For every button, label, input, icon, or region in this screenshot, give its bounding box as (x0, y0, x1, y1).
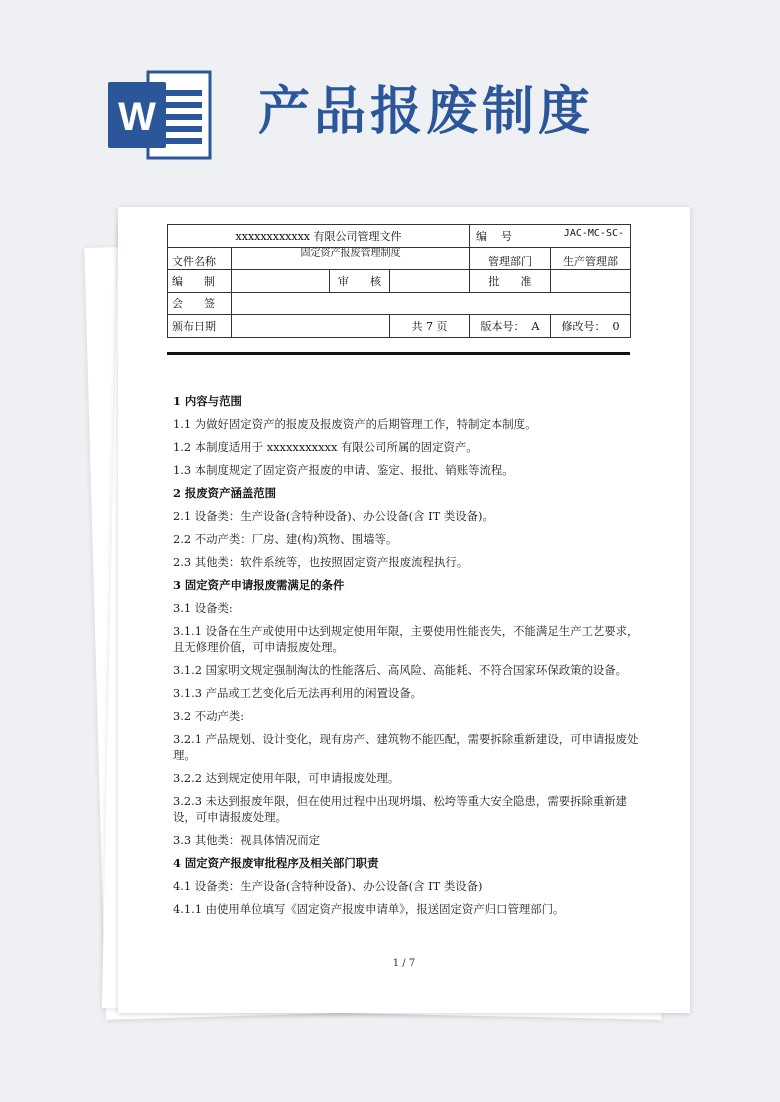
paragraph: 3.2.2 达到规定使用年限，可申请报废处理。 (173, 771, 400, 785)
number-label: 编 号 (476, 229, 513, 243)
issue-date-label: 颁布日期 (168, 315, 232, 338)
revision-number: 修改号： 0 (551, 315, 631, 338)
file-name-label: 文件名称 (168, 247, 232, 270)
approver-label: 批 准 (470, 270, 551, 293)
paragraph: 3.1 设备类: (173, 601, 233, 615)
document-page (118, 207, 690, 1013)
paragraph: 3.1.2 国家明文规定强制淘汰的性能落后、高风险、高能耗、不符合国家环保政策的设备。 (173, 663, 628, 677)
approver-value (551, 270, 631, 293)
paragraph: 1.3 本制度规定了固定资产报废的申请、鉴定、报批、销账等流程。 (173, 463, 514, 477)
paragraph: 2.2 不动产类：厂房、建(构)筑物、围墙等。 (173, 532, 398, 546)
word-logo-letter: W (118, 95, 156, 139)
paragraph: 3.2 不动产类: (173, 709, 245, 723)
document-body (173, 393, 643, 924)
doc-info-table (167, 224, 631, 338)
section-heading: 2 报废资产涵盖范围 (173, 486, 277, 500)
paragraph: 3.1.3 产品或工艺变化后无法再利用的闲置设备。 (173, 686, 423, 700)
pages-count: 共 7 页 (390, 315, 470, 338)
countersign-value (232, 292, 631, 315)
paragraph: 1.2 本制度适用于 xxxxxxxxxxx 有限公司所属的固定资产。 (173, 440, 478, 454)
paragraph: 1.1 为做好固定资产的报废及报废资产的后期管理工作，特制定本制度。 (173, 417, 537, 431)
number-value: JAC-MC-SC- (563, 227, 625, 239)
paragraph: 4.1 设备类：生产设备(含特种设备)、办公设备(含 IT 类设备) (173, 879, 483, 893)
author-value (232, 270, 330, 293)
page-indicator: 1 / 7 (392, 958, 416, 969)
paragraph: 3.2.1 产品规划、设计变化，现有房产、建筑物不能匹配，需要拆除重新建设，可申请报废处理。 (173, 732, 639, 762)
reviewer-value (390, 270, 470, 293)
reviewer-label: 审 核 (330, 270, 390, 293)
dept-label: 管理部门 (470, 247, 551, 270)
word-logo-icon (108, 68, 212, 162)
paragraph: 4.1.1 由使用单位填写《固定资产报废申请单》，报送固定资产归口管理部门。 (173, 902, 565, 916)
version-number: 版本号： A (470, 315, 551, 338)
countersign-label: 会 签 (168, 292, 232, 315)
paragraph: 3.1.1 设备在生产或使用中达到规定使用年限，主要使用性能丧失，不能满足生产工艺要求，且无修理价值，可申请报废处理。 (173, 624, 639, 654)
paragraph: 2.1 设备类：生产设备(含特种设备)、办公设备(含 IT 类设备)。 (173, 509, 494, 523)
section-heading: 1 内容与范围 (173, 394, 242, 408)
section-heading: 3 固定资产申请报废需满足的条件 (173, 578, 345, 592)
header-rule (167, 352, 630, 355)
author-label: 编 制 (168, 270, 232, 293)
issue-date-value (232, 315, 390, 338)
company-title: xxxxxxxxxxxx 有限公司管理文件 (168, 225, 470, 248)
dept-value: 生产管理部 (551, 247, 631, 270)
paragraph: 3.2.3 未达到报废年限，但在使用过程中出现坍塌、松垮等重大安全隐患，需要拆除重新建设，可申请报废处理。 (173, 794, 628, 824)
file-name-value: 固定资产报废管理制度 (232, 247, 470, 270)
paragraph: 2.3 其他类：软件系统等，也按照固定资产报废流程执行。 (173, 555, 469, 569)
banner-title: 产品报废制度 (258, 81, 595, 142)
paragraph: 3.3 其他类：视具体情况而定 (173, 833, 321, 847)
section-heading: 4 固定资产报废审批程序及相关部门职责 (173, 856, 379, 870)
